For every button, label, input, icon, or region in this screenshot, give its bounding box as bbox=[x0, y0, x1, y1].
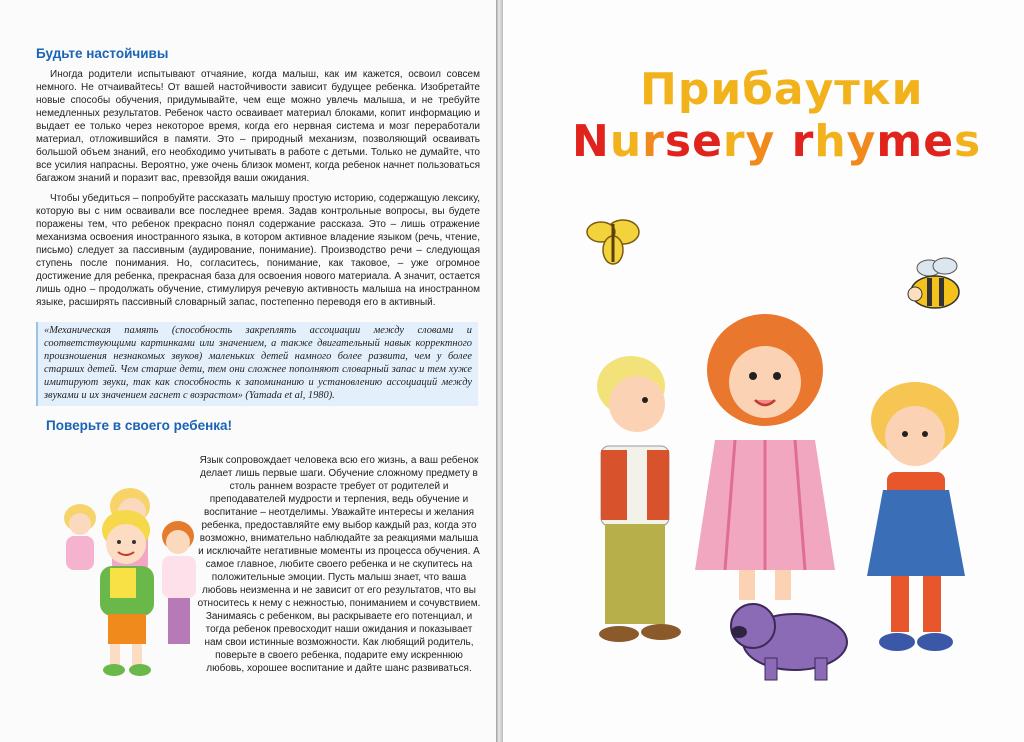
title-english bbox=[572, 116, 981, 167]
title-letter: e bbox=[692, 116, 723, 167]
boy-figure bbox=[597, 356, 681, 642]
girl-right-figure bbox=[162, 521, 196, 644]
title-letter: r bbox=[722, 116, 746, 167]
book-gutter bbox=[496, 0, 503, 742]
paragraph-check: Чтобы убедиться – попробуйте рассказать малышу простую историю, содержащую лексику, которую вы с ним осваивали все последнее время. Задав контрольные вопросы, вы будете поражены тем, что ребенок прекрасно понял содержание рассказа. Это – лишь отражение механизма освоения иностранного языка, в котором активное владение языком (речь, чтение, письмо) следует за пассивным (аудирование, понимание). Производство речи – следующая ступень после понимания. Но, согласитесь, понимание, как таковое, – уже огромное достижение для ребенка, прекрасная база для освоения нового материала. А значит, остается лишь одно – продолжать обучение, стимулируя речевую активность малыша на иностранном языке, расширять пассивный словарный запас, постепенно переводя его в активный. bbox=[36, 193, 480, 308]
boy-front-figure bbox=[100, 510, 154, 676]
quote-box: «Механическая память (способность закреплять ассоциации между словами и соответствующими картинками или значением, а также двигательный навык корректного произношения незнакомых звуков) маленьких детей намного более развита, чем у более старших детей. Чем старше дети, тем они сложнее пополняют словарный запас и тем хуже имитируют звуки, так как способность к запоминанию и установлению ассоциаций между звуками и их значением гаснет с возрастом» (Yamada et al, 1980). bbox=[36, 322, 478, 406]
left-page bbox=[0, 0, 496, 742]
girl-left-figure bbox=[64, 504, 96, 570]
butterfly-figure bbox=[587, 220, 639, 264]
heading-believe: Поверьте в своего ребенка! bbox=[46, 418, 233, 433]
paragraph-persistence: Иногда родители испытывают отчаяние, когда малыш, как им кажется, освоил совсем немного. Не отчаивайтесь! От вашей настойчивости зависит будущее ребенка. Изобретайте новые способы обучения, придумывайте, чем еще можно увлечь малыша, и не требуйте немедленных результатов. Ребенок часто осваивает материал блоками, копит информацию и выдает ее только через некоторое время, когда его нервная система и мозг переработали материал, отложившийся в памяти. Это – природный механизм, позволяющий осваивать большой объем знаний, его необходимо учитывать в работе с детьми. Только не думайте, что все усилия напрасны. Вероятно, уже очень близок момент, когда ребенок начнет пользоваться багажом знаний и поразит вас, превзойдя ваши ожидания. bbox=[36, 69, 480, 184]
title-letter: u bbox=[609, 116, 643, 167]
title-letter: s bbox=[954, 116, 982, 167]
title-letter: y bbox=[846, 116, 877, 167]
title-letter: N bbox=[572, 116, 610, 167]
heading-be-persistent: Будьте настойчивы bbox=[36, 46, 169, 61]
title-russian: Прибаутки bbox=[640, 64, 924, 115]
girl-center-figure bbox=[695, 314, 835, 600]
title-letter: r bbox=[791, 116, 815, 167]
title-letter: e bbox=[923, 116, 955, 167]
children-illustration bbox=[50, 478, 220, 683]
title-letter: m bbox=[876, 116, 924, 167]
girl-right-figure bbox=[867, 382, 965, 651]
cover-illustration bbox=[575, 200, 1015, 690]
title-letter: s bbox=[664, 116, 693, 167]
bee-figure bbox=[908, 258, 959, 308]
title-letter: h bbox=[814, 116, 847, 167]
paragraph-believe: Язык сопровождает человека всю его жизнь, а ваш ребенок делает лишь первые шаги. Обучение сложному предмету в столь раннем возрасте требует от родителей и преподавателей мудрости и терпения, ведь обучение и воспитание – неотделимы. Уважайте интересы и желания ребенка, предоставляйте ему выбор каждый раз, когда это возможно, внимательно наблюдайте за реакциями малыша и исключайте негативные моменты из процесса обучения. А самое главное, любите своего ребенка и не скупитесь на положительные эмоции. Пусть малыш знает, что ваша любовь неизменна и не зависит от его результатов, что вы относитесь к нему с нежностью, пониманием и сочувствием. Занимаясь с ребенком, вы раскрываете его потенциал, и тогда ребенок превосходит наши ожидания и показывает нам свои истинные возможности. Как любящий родитель, поверьте в своего ребенка, подарите ему искреннюю любовь, хорошее воспитание и дайте шанс развиваться. bbox=[197, 455, 481, 674]
title-letter: y bbox=[745, 116, 776, 167]
dog-figure bbox=[731, 604, 847, 680]
title-letter bbox=[775, 116, 791, 167]
title-letter: r bbox=[642, 116, 665, 167]
